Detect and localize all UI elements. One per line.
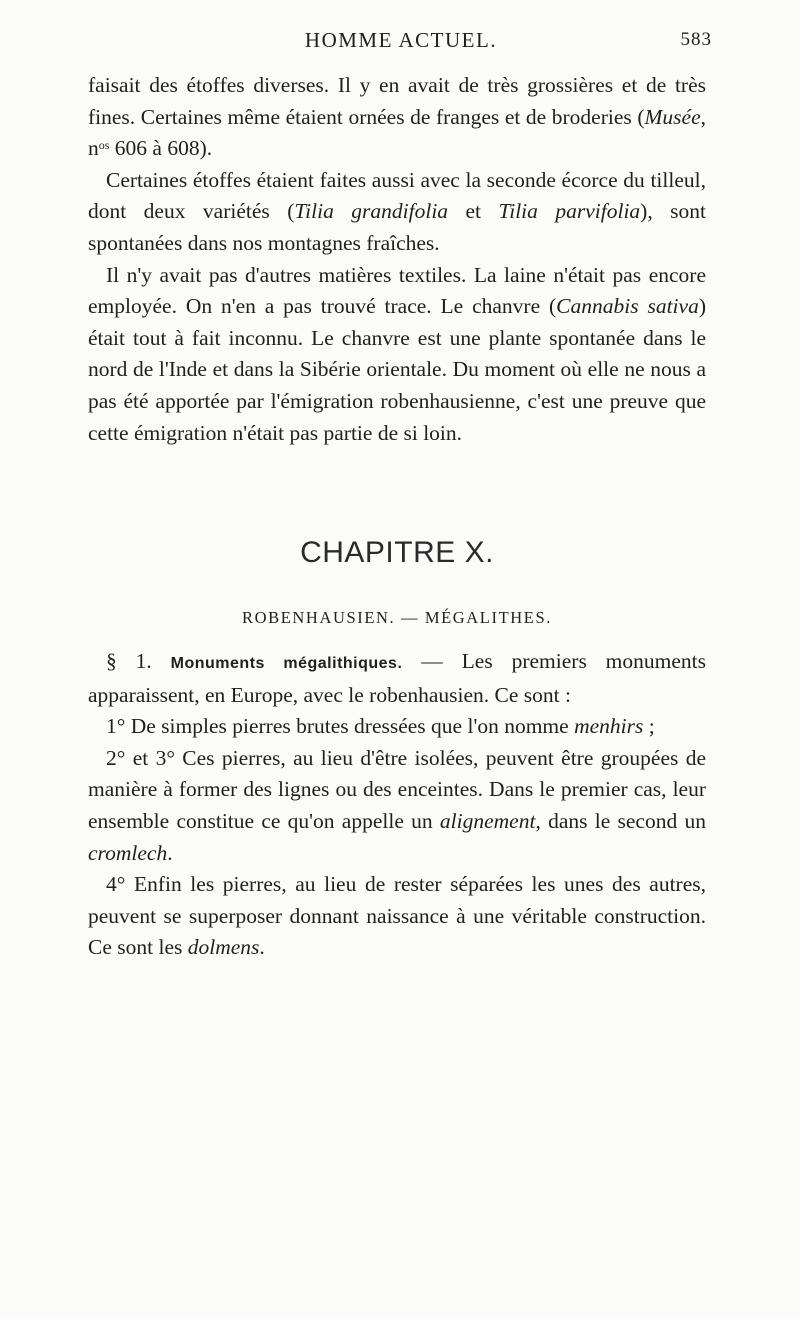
paragraph-tilleul: Certaines étoffes étaient faites aussi avec la seconde écorce du tilleul, dont deux variétés (Tilia grandifolia et Tilia parvifolia), sont spontanées dans nos montagnes fraîches. [88, 167, 706, 255]
section-heading: Monuments mégalithiques. [170, 655, 403, 672]
body-text-top [88, 70, 706, 449]
list-item-alignements: 2° et 3° Ces pierres, au lieu d'être isolées, peuvent être groupées de manière à former des lignes ou des enceintes. Dans le premier cas, leur ensemble constitue ce qu'on appelle un alignement, dans le second un cromlech. [88, 745, 706, 865]
list-item-menhirs: 1° De simples pierres brutes dressées que l'on nomme menhirs ; [106, 714, 655, 739]
chapter-subtitle: ROBENHAUSIEN. — MÉGALITHES. [242, 608, 552, 627]
running-head [90, 28, 712, 56]
paragraph-chanvre: Il n'y avait pas d'autres matières textiles. La laine n'était pas encore employée. On n'en a pas trouvé trace. Le chanvre (Cannabis sativa) était tout à fait inconnu. Le chanvre est une plante spontanée dans le nord de l'Inde et dans la Sibérie orientale. Du moment où elle ne nous a pas été apportée par l'émigration robenhausienne, c'est une preuve que cette émigration n'était pas partie de si loin. [88, 262, 706, 445]
section-intro: § 1. Monuments mégalithiques. — Les premiers monuments apparaissent, en Europe, avec le robenhausien. Ce sont : [88, 649, 707, 707]
list-item-dolmens: 4° Enfin les pierres, au lieu de rester séparées les unes des autres, peuvent se superposer donnant naissance à une véritable construction. Ce sont les dolmens. [88, 872, 706, 960]
paragraph-etoffes: faisait des étoffes diverses. Il y en avait de très grossières et de très fines. Certaines même étaient ornées de franges et de broderies (Musée, $n^{os}$ 606 à 608). [88, 73, 706, 161]
section-number: § 1. [106, 649, 152, 673]
page-number: 583 [680, 29, 712, 50]
running-title: HOMME ACTUEL. [304, 28, 498, 52]
chapter-title: CHAPITRE X. [300, 536, 494, 569]
body-text-section [88, 646, 706, 964]
